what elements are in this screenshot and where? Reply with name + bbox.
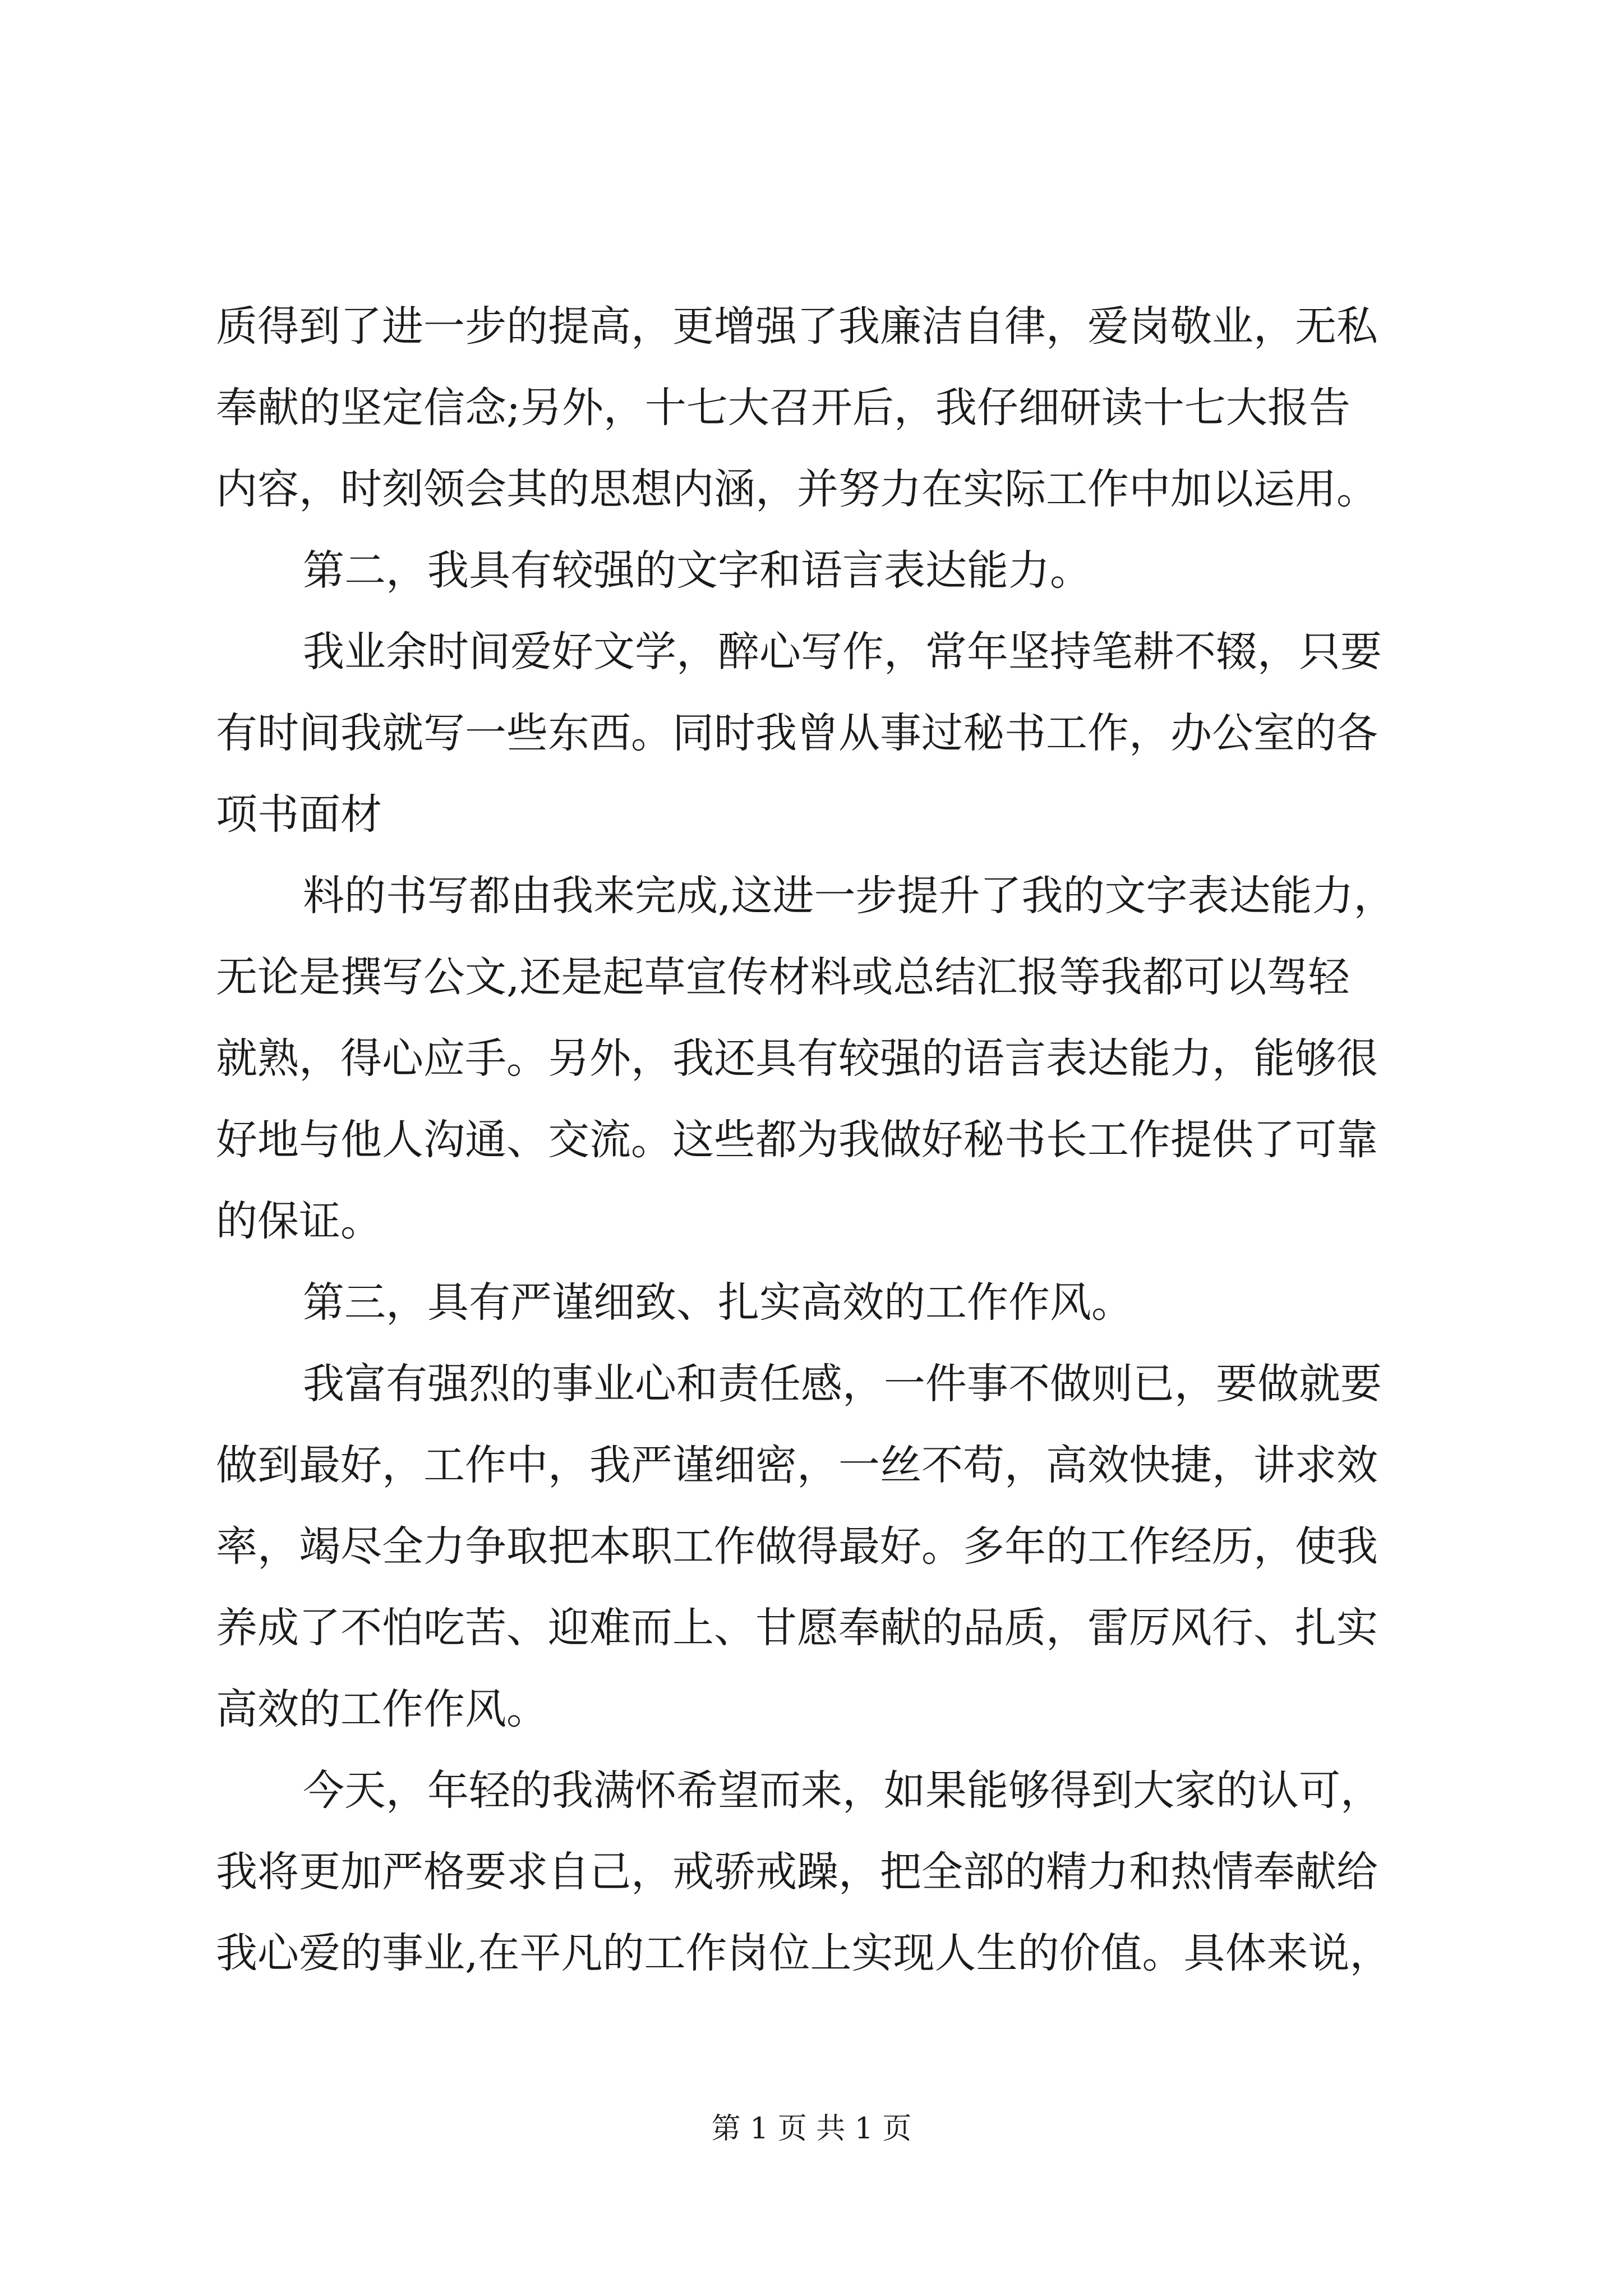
text-line: 高效的工作作风。 — [216, 1685, 548, 1733]
text-line: 就熟，得心应手。另外，我还具有较强的语言表达能力，能够很 — [216, 1034, 1378, 1083]
page-footer — [0, 2109, 1623, 2148]
text-line: 养成了不怕吃苦、迎难而上、甘愿奉献的品质，雷厉风行、扎实 — [216, 1604, 1378, 1652]
page-number-label: 第 1 页 共 1 页 — [711, 2112, 912, 2146]
text-line: 我心爱的事业,在平凡的工作岗位上实现人生的价值。具体来说， — [216, 1929, 1391, 1977]
text-line: 有时间我就写一些东西。同时我曾从事过秘书工作，办公室的各 — [216, 709, 1378, 757]
text-line: 我富有强烈的事业心和责任感，一件事不做则已，要做就要 — [303, 1360, 1382, 1408]
text-line: 好地与他人沟通、交流。这些都为我做好秘书长工作提供了可靠 — [216, 1116, 1378, 1164]
section-heading-second: 第二，我具有较强的文字和语言表达能力。 — [303, 546, 1091, 595]
text-line: 项书面材 — [216, 790, 382, 839]
text-line: 质得到了进一步的提高，更增强了我廉洁自律，爱岗敬业，无私 — [216, 302, 1378, 351]
text-line: 率，竭尽全力争取把本职工作做得最好。多年的工作经历，使我 — [216, 1522, 1378, 1571]
text-line: 内容，时刻领会其的思想内涵，并努力在实际工作中加以运用。 — [216, 465, 1378, 513]
text-line: 我将更加严格要求自己，戒骄戒躁，把全部的精力和热情奉献给 — [216, 1848, 1378, 1896]
text-line: 无论是撰写公文,还是起草宣传材料或总结汇报等我都可以驾轻 — [216, 953, 1350, 1001]
document-body — [216, 286, 1416, 1994]
text-line: 料的书写都由我来完成,这进一步提升了我的文字表达能力， — [303, 872, 1395, 920]
text-line: 做到最好，工作中，我严谨细密，一丝不苟，高效快捷，讲求效 — [216, 1441, 1378, 1489]
text-line: 奉献的坚定信念;另外，十七大召开后，我仔细研读十七大报告 — [216, 384, 1350, 432]
text-line: 的保证。 — [216, 1197, 382, 1245]
text-line: 我业余时间爱好文学，醉心写作，常年坚持笔耕不辍，只要 — [303, 628, 1382, 676]
section-heading-third: 第三，具有严谨细致、扎实高效的工作作风。 — [303, 1278, 1133, 1327]
text-line: 今天，年轻的我满怀希望而来，如果能够得到大家的认可， — [303, 1766, 1382, 1815]
